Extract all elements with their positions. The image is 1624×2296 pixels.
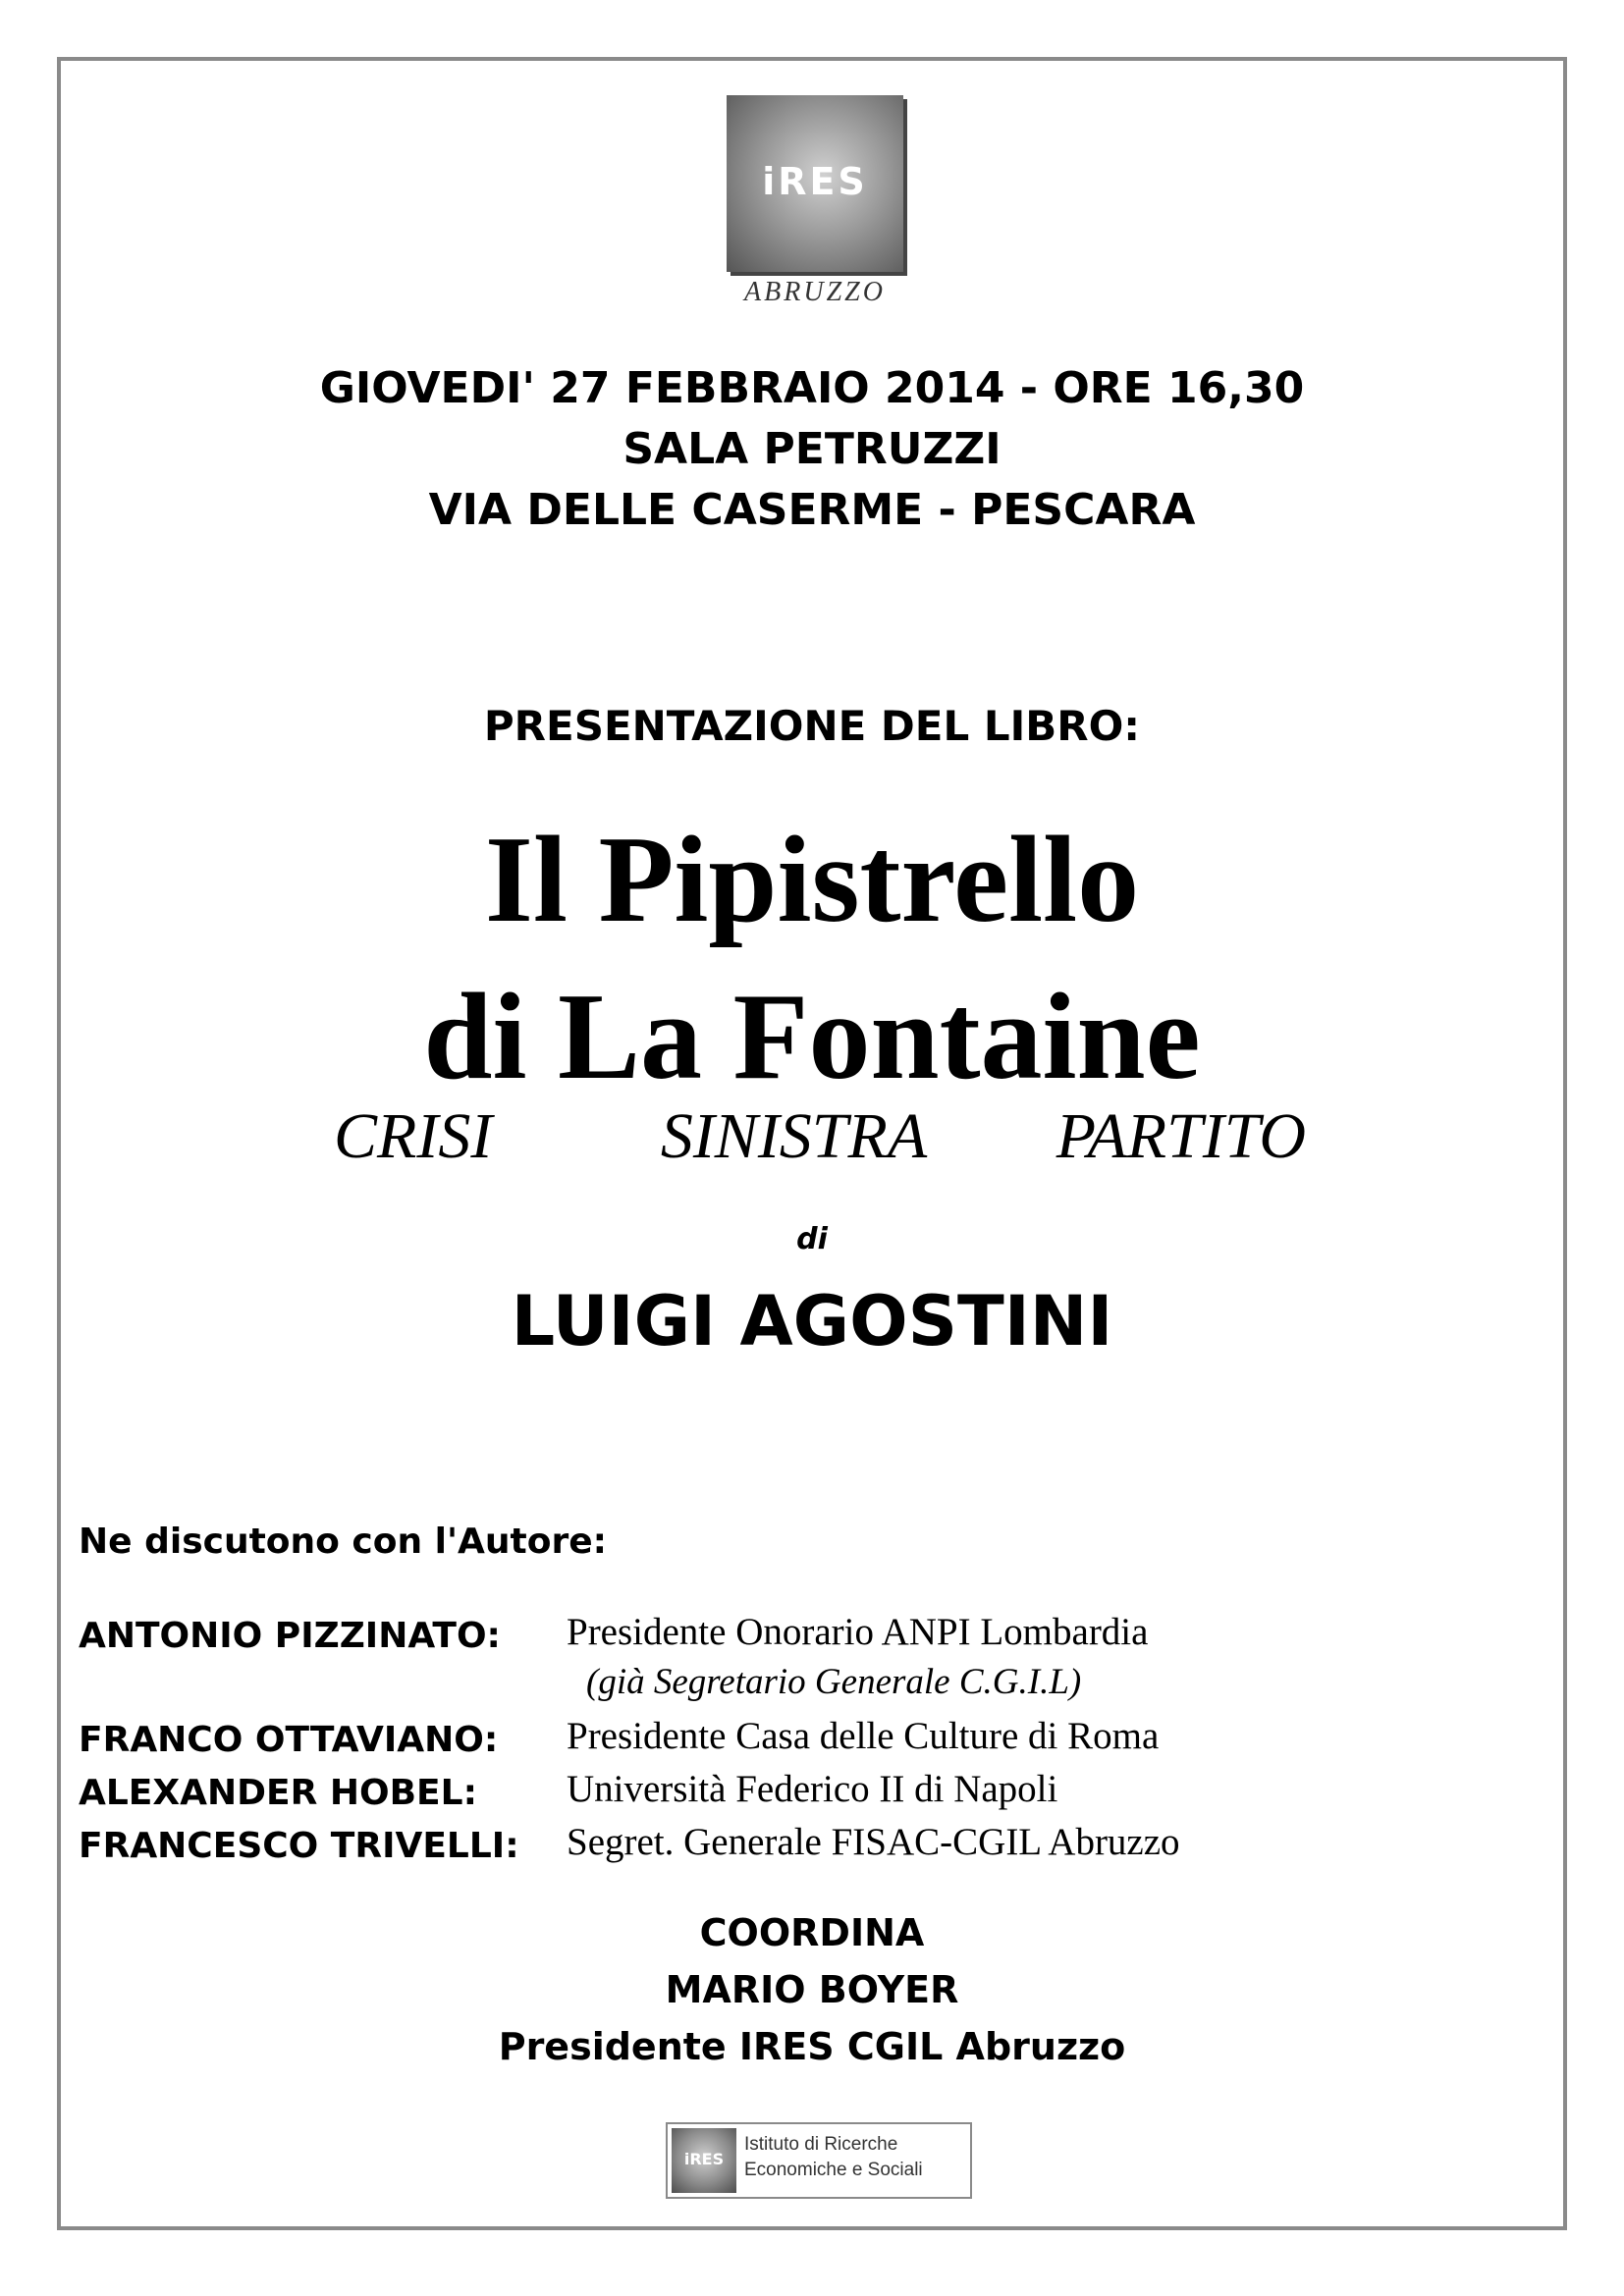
presentation-heading: PRESENTAZIONE DEL LIBRO: — [483, 702, 1141, 750]
speaker-row — [79, 1820, 1551, 1873]
logo-mark-text: iRES — [762, 160, 868, 203]
speaker-role: Università Federico II di Napoli — [567, 1768, 1058, 1810]
event-venue: SALA PETRUZZI — [623, 424, 1001, 474]
speaker-role: Presidente Casa delle Culture di Roma — [567, 1715, 1160, 1757]
footer-ires-logo — [666, 2122, 972, 2199]
book-title-line1: Il Pipistrello — [484, 812, 1140, 948]
logo-region-text: ABRUZZO — [744, 277, 886, 307]
book-subtitle — [334, 1099, 1306, 1174]
by-label: di — [796, 1222, 828, 1256]
speaker-name: FRANCO OTTAVIANO: — [79, 1720, 499, 1760]
speaker-row — [79, 1714, 1551, 1767]
footer-logo-mark — [672, 2128, 736, 2193]
speaker-name: ALEXANDER HOBEL: — [79, 1773, 477, 1813]
footer-mark-text: iRES — [683, 2150, 725, 2168]
coordinator-role: Presidente IRES CGIL Abruzzo — [498, 2025, 1126, 2068]
footer-line1: Istituto di Ricerche — [744, 2134, 898, 2155]
discussion-heading: Ne discutono con l'Autore: — [79, 1522, 608, 1562]
book-author: LUIGI AGOSTINI — [511, 1281, 1113, 1362]
subtitle-word: PARTITO — [1056, 1100, 1306, 1172]
subtitle-word: CRISI — [334, 1100, 493, 1172]
speaker-role: Segret. Generale FISAC-CGIL Abruzzo — [567, 1821, 1180, 1863]
footer-line2: Economiche e Sociali — [744, 2160, 923, 2180]
ires-logo — [727, 95, 903, 272]
speaker-name: ANTONIO PIZZINATO: — [79, 1616, 501, 1656]
event-date: GIOVEDI' 27 FEBBRAIO 2014 - ORE 16,30 — [319, 363, 1305, 413]
speaker-note-row — [79, 1663, 1551, 1714]
speaker-row — [79, 1610, 1551, 1663]
event-address: VIA DELLE CASERME - PESCARA — [428, 485, 1196, 535]
coordinator-label: COORDINA — [699, 1911, 925, 1954]
speaker-note: (già Segretario Generale C.G.I.L) — [586, 1662, 1082, 1702]
speaker-row — [79, 1767, 1551, 1820]
speaker-name: FRANCESCO TRIVELLI: — [79, 1826, 519, 1866]
speaker-role: Presidente Onorario ANPI Lombardia — [567, 1611, 1149, 1653]
book-title-line2: di La Fontaine — [423, 969, 1201, 1105]
subtitle-word: SINISTRA — [660, 1100, 928, 1172]
coordinator-name: MARIO BOYER — [665, 1968, 959, 2011]
speaker-list — [79, 1610, 1551, 1873]
